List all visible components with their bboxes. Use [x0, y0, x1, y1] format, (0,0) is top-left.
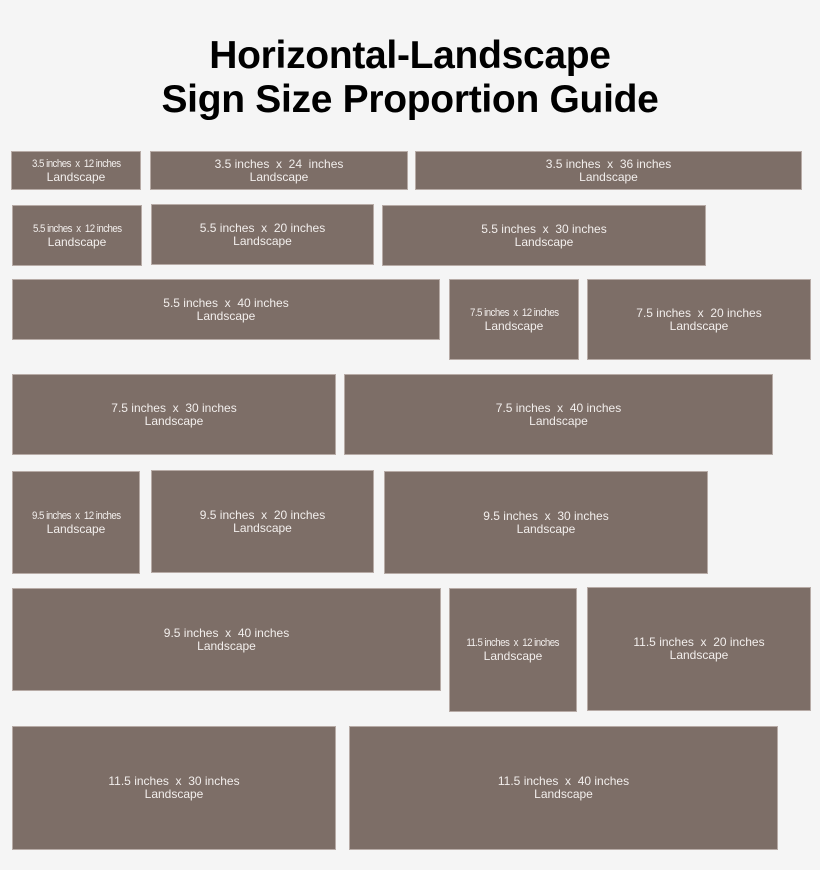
sign-dimensions: 7.5 inches x 30 inches — [111, 400, 237, 415]
sign-orientation: Landscape — [233, 233, 292, 248]
sign-dimensions: 11.5 inches x 12 inches — [466, 637, 560, 649]
sign-dimensions: 11.5 inches x 20 inches — [633, 635, 765, 649]
sign-7.5x12 — [449, 279, 579, 360]
sign-orientation: Landscape — [514, 234, 574, 249]
title-line-1: Horizontal-Landscape — [209, 34, 611, 77]
sign-orientation: Landscape — [196, 308, 256, 323]
sign-9.5x12 — [12, 471, 140, 574]
sign-7.5x30 — [12, 374, 336, 455]
sign-orientation: Landscape — [669, 318, 729, 333]
sign-dimensions: 9.5 inches x 20 inches — [199, 507, 326, 522]
sign-dimensions: 5.5 inches x 40 inches — [163, 295, 289, 310]
sign-dimensions: 5.5 inches x 20 inches — [199, 220, 326, 235]
sign-orientation: Landscape — [516, 521, 576, 536]
sign-11.5x12 — [449, 588, 577, 712]
sign-dimensions: 3.5 inches x 36 inches — [545, 156, 672, 171]
sign-dimensions: 7.5 inches x 20 inches — [636, 305, 762, 320]
sign-3.5x36 — [415, 151, 802, 190]
sign-orientation: Landscape — [46, 169, 106, 184]
sign-dimensions: 9.5 inches x 40 inches — [163, 625, 290, 640]
sign-orientation: Landscape — [144, 413, 204, 428]
sign-orientation: Landscape — [46, 521, 106, 536]
sign-dimensions: 3.5 inches x 24 inches — [214, 156, 344, 171]
page-title — [0, 34, 820, 122]
sign-3.5x12 — [11, 151, 141, 190]
title-line-2: Sign Size Proportion Guide — [161, 78, 659, 121]
sign-orientation: Landscape — [534, 787, 593, 801]
sign-dimensions: 5.5 inches x 12 inches — [32, 222, 122, 235]
sign-orientation: Landscape — [249, 169, 309, 184]
sign-5.5x20 — [151, 204, 374, 265]
sign-orientation: Landscape — [144, 787, 204, 801]
sign-dimensions: 9.5 inches x 30 inches — [483, 508, 609, 523]
sign-orientation: Landscape — [197, 638, 256, 653]
sign-dimensions: 11.5 inches x 40 inches — [497, 774, 630, 788]
sign-orientation: Landscape — [484, 318, 544, 333]
sign-dimensions: 5.5 inches x 30 inches — [481, 221, 607, 236]
sign-9.5x30 — [384, 471, 708, 574]
sign-dimensions: 11.5 inches x 30 inches — [108, 774, 240, 788]
sign-7.5x20 — [587, 279, 811, 360]
sign-5.5x40 — [12, 279, 440, 340]
sign-orientation: Landscape — [529, 413, 588, 428]
sign-11.5x20 — [587, 587, 811, 711]
sign-dimensions: 3.5 inches x 12 inches — [31, 157, 121, 170]
sign-3.5x24 — [150, 151, 408, 190]
sign-5.5x30 — [382, 205, 706, 266]
sign-orientation: Landscape — [47, 234, 107, 249]
sign-5.5x12 — [12, 205, 142, 266]
sign-9.5x20 — [151, 470, 374, 573]
sign-orientation: Landscape — [483, 649, 543, 663]
sign-dimensions: 9.5 inches x 12 inches — [31, 509, 121, 522]
sign-dimensions: 7.5 inches x 12 inches — [469, 306, 559, 319]
sign-dimensions: 7.5 inches x 40 inches — [495, 400, 622, 415]
sign-11.5x40 — [349, 726, 778, 850]
sign-11.5x30 — [12, 726, 336, 850]
sign-7.5x40 — [344, 374, 773, 455]
sign-orientation: Landscape — [233, 520, 292, 535]
sign-9.5x40 — [12, 588, 441, 691]
sign-orientation: Landscape — [669, 648, 729, 662]
sign-orientation: Landscape — [579, 169, 638, 184]
